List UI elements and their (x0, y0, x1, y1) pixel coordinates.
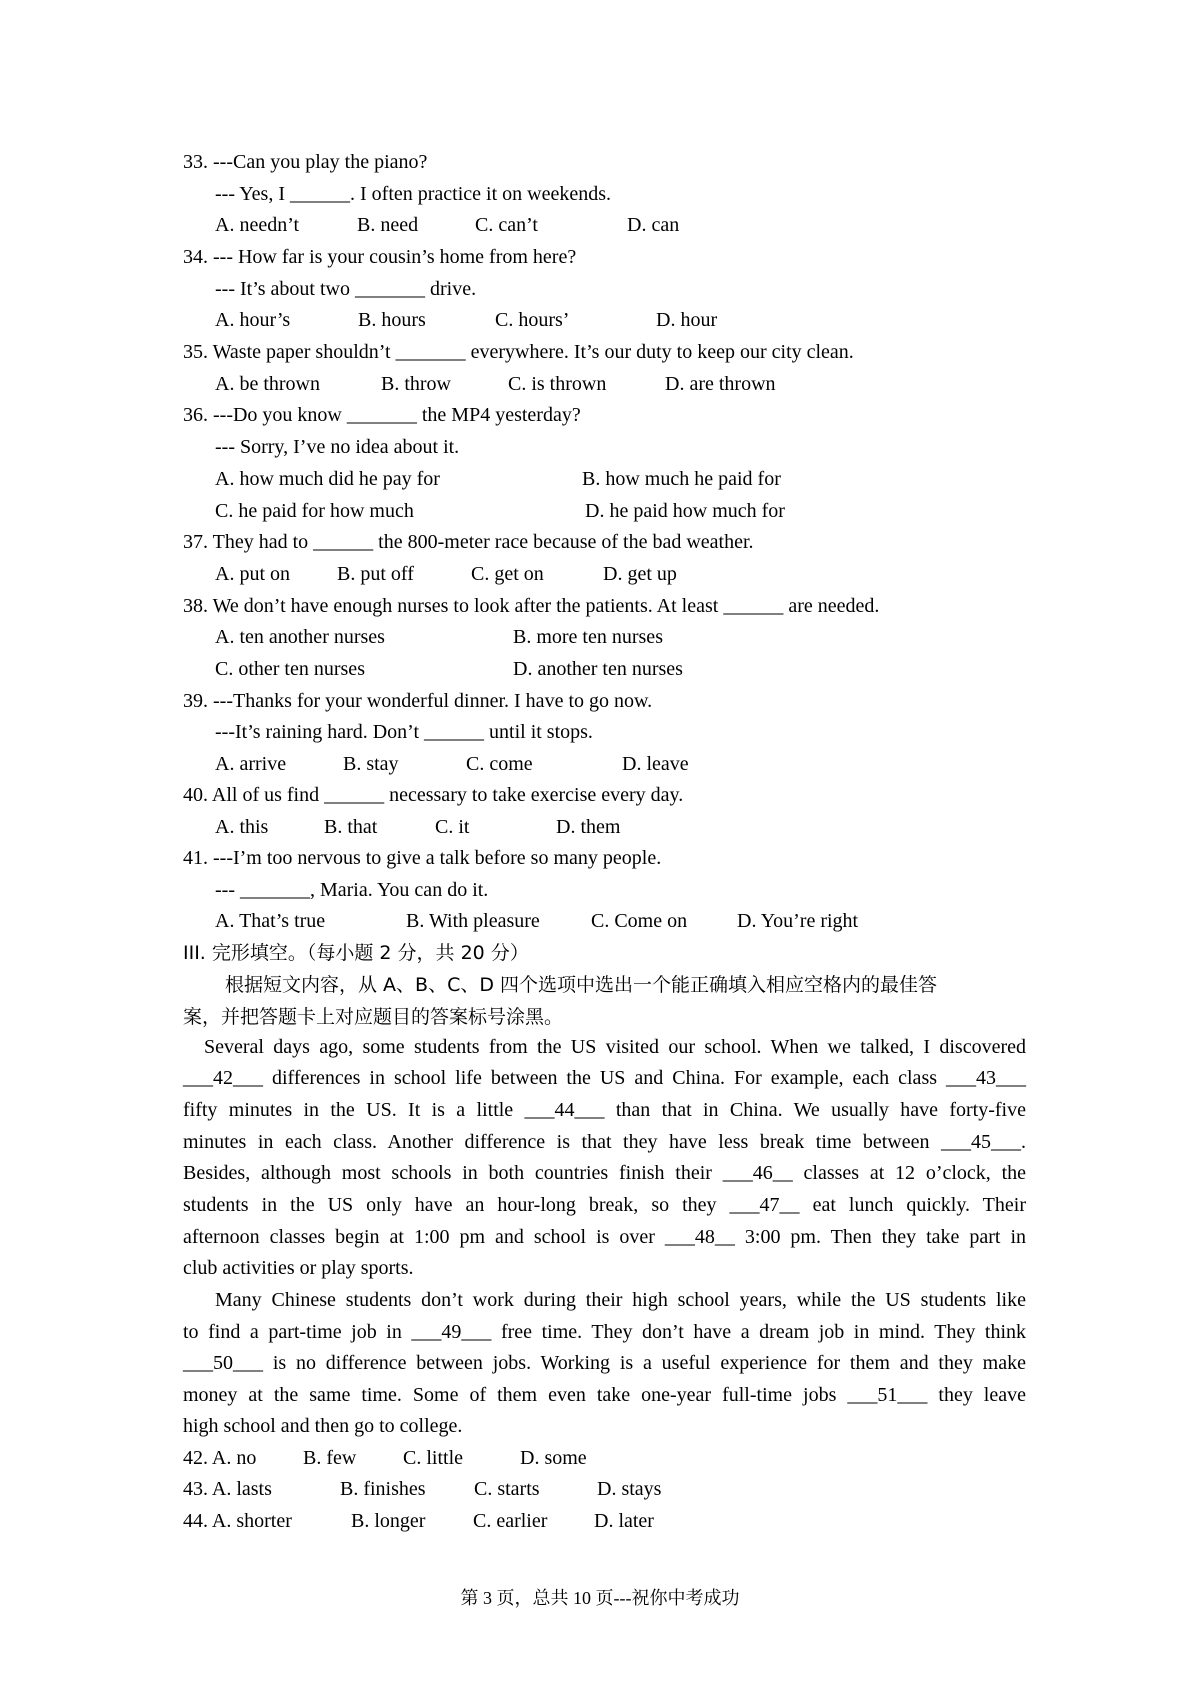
question-41-reply: --- _______, Maria. You can do it. (215, 879, 489, 901)
option-d: D. some (520, 1447, 587, 1469)
passage-line: high school and then go to college. (183, 1415, 463, 1437)
question-37-stem: 37. They had to ______ the 800-meter race because of the bad weather. (183, 531, 754, 553)
option-c: C. it (435, 816, 470, 838)
option-d: D. get up (603, 563, 677, 585)
option-b: B. few (303, 1447, 357, 1469)
question-36-stem: 36. ---Do you know _______ the MP4 yesterday? (183, 404, 581, 426)
option-d: D. stays (597, 1478, 662, 1500)
option-c: C. get on (471, 563, 544, 585)
option-d: D. them (556, 816, 621, 838)
option-b: B. that (324, 816, 378, 838)
option-d: D. later (594, 1510, 654, 1532)
option-b: B. stay (343, 753, 399, 775)
passage-line: money at the same time. Some of them even take one-year full-time jobs ___51___ they leave (183, 1384, 1026, 1406)
option-c: C. earlier (473, 1510, 548, 1532)
option-b: B. need (357, 214, 419, 236)
option-a: A. needn’t (215, 214, 300, 236)
option-a: A. put on (215, 563, 290, 585)
passage-line: ___50___ is no difference between jobs. Working is a useful experience for them and they make (183, 1352, 1026, 1374)
option-b: B. throw (381, 373, 451, 395)
option-d: D. another ten nurses (513, 658, 683, 680)
option-b: B. longer (351, 1510, 426, 1532)
question-36-reply: --- Sorry, I’ve no idea about it. (215, 436, 460, 458)
section-instruction-line-2: 案，并把答题卡上对应题目的答案标号涂黑。 (183, 1006, 564, 1028)
option-b: B. more ten nurses (513, 626, 663, 648)
option-a: 42. A. no (183, 1447, 257, 1469)
passage-line: fifty minutes in the US. It is a little ___44___ than that in China. We usually have forty-five (183, 1099, 1026, 1121)
question-39-reply: ---It’s raining hard. Don’t ______ until it stops. (215, 721, 593, 743)
option-b: B. finishes (340, 1478, 426, 1500)
option-a: 44. A. shorter (183, 1510, 292, 1532)
question-34-stem: 34. --- How far is your cousin’s home from here? (183, 246, 577, 268)
option-b: B. With pleasure (406, 910, 540, 932)
option-b: B. how much he paid for (582, 468, 781, 490)
passage-line: Besides, although most schools in both countries finish their ___46__ classes at 12 o’clock, the (183, 1162, 1026, 1184)
question-33-reply: --- Yes, I ______. I often practice it on weekends. (215, 183, 612, 205)
option-c: C. he paid for how much (215, 500, 414, 522)
passage-line: afternoon classes begin at 1:00 pm and school is over ___48__ 3:00 pm. Then they take part in (183, 1226, 1026, 1248)
passage-line: Several days ago, some students from the US visited our school. When we talked, I discovered (204, 1036, 1026, 1058)
passage-line: minutes in each class. Another difference is that they have less break time between ___45___. (183, 1131, 1026, 1153)
passage-line: to find a part-time job in ___49___ free time. They don’t have a dream job in mind. They think (183, 1321, 1026, 1343)
option-d: D. leave (622, 753, 689, 775)
option-d: D. he paid how much for (585, 500, 785, 522)
question-41-stem: 41. ---I’m too nervous to give a talk before so many people. (183, 847, 662, 869)
passage-line: club activities or play sports. (183, 1257, 414, 1279)
option-d: D. You’re right (737, 910, 859, 932)
option-c: C. come (466, 753, 533, 775)
section-instruction-line-1: 根据短文内容，从 A、B、C、D 四个选项中选出一个能正确填入相应空格内的最佳答 (225, 974, 938, 996)
question-33-stem: 33. ---Can you play the piano? (183, 151, 428, 173)
option-c: C. is thrown (508, 373, 607, 395)
option-d: D. can (627, 214, 680, 236)
question-35-stem: 35. Waste paper shouldn’t _______ everywhere. It’s our duty to keep our city clean. (183, 341, 854, 363)
option-b: B. put off (337, 563, 414, 585)
question-38-stem: 38. We don’t have enough nurses to look after the patients. At least ______ are needed. (183, 595, 880, 617)
page-footer: 第 3 页，总共 10 页---祝你中考成功 (460, 1588, 740, 1608)
option-a: A. this (215, 816, 269, 838)
question-34-reply: --- It’s about two _______ drive. (215, 278, 477, 300)
option-a: A. how much did he pay for (215, 468, 440, 490)
option-a: A. be thrown (215, 373, 320, 395)
passage-line: Many Chinese students don’t work during their high school years, while the US students like (215, 1289, 1026, 1311)
option-c: C. can’t (475, 214, 538, 236)
option-a: A. ten another nurses (215, 626, 385, 648)
passage-line: students in the US only have an hour-long break, so they ___47__ eat lunch quickly. Their (183, 1194, 1026, 1216)
option-a: A. arrive (215, 753, 287, 775)
option-c: C. other ten nurses (215, 658, 365, 680)
question-39-stem: 39. ---Thanks for your wonderful dinner. I have to go now. (183, 690, 653, 712)
option-d: D. hour (656, 309, 718, 331)
option-a: A. That’s true (215, 910, 326, 932)
option-a: 43. A. lasts (183, 1478, 272, 1500)
option-c: C. little (403, 1447, 463, 1469)
option-a: A. hour’s (215, 309, 291, 331)
option-c: C. hours’ (495, 309, 570, 331)
section-heading: III. 完形填空。（每小题 2 分，共 20 分） (183, 942, 529, 964)
option-c: C. starts (474, 1478, 540, 1500)
option-c: C. Come on (591, 910, 688, 932)
question-40-stem: 40. All of us find ______ necessary to take exercise every day. (183, 784, 684, 806)
option-d: D. are thrown (665, 373, 776, 395)
option-b: B. hours (358, 309, 426, 331)
passage-line: ___42___ differences in school life between the US and China. For example, each class ___43___ (183, 1067, 1026, 1089)
